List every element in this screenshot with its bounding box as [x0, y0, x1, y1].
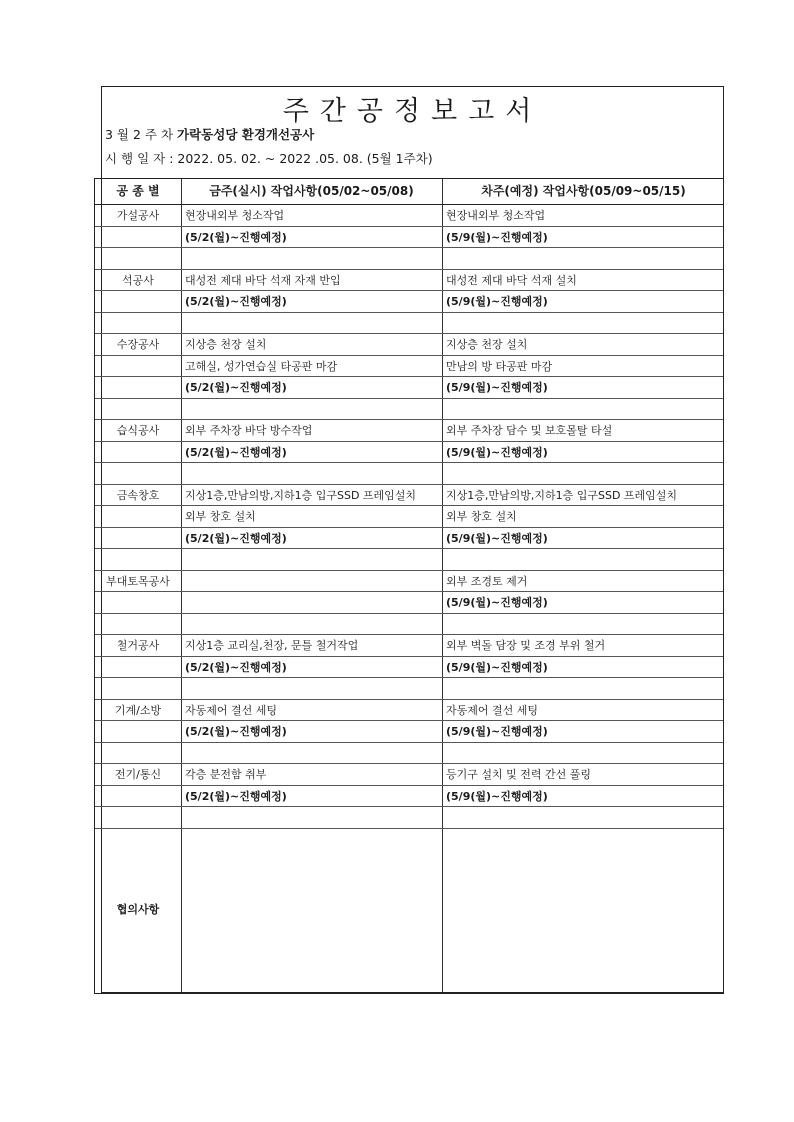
next-work-item: 대성전 제대 바닥 석재 설치 — [446, 273, 577, 287]
current-work-item: 현장내외부 청소작업 — [185, 209, 285, 222]
next-work-item: 등기구 설치 및 전력 간선 풀링 — [446, 768, 591, 781]
date-label: 시 행 일 자 — [105, 151, 166, 166]
header-current: 금주(실시) 작업사항(05/02~05/08) — [209, 184, 414, 198]
current-work-item: (5/2(월)~진행예정) — [185, 789, 287, 803]
category-label: 가설공사 — [116, 209, 160, 222]
current-work-item: (5/2(월)~진행예정) — [185, 660, 287, 674]
report-sheet — [101, 86, 724, 993]
date-line — [105, 149, 433, 167]
header-next: 차주(예정) 작업사항(05/09~05/15) — [481, 184, 686, 198]
current-work-item: 외부 주차장 바닥 방수작업 — [185, 424, 313, 437]
current-work-item — [185, 571, 440, 592]
column-divider — [181, 179, 182, 993]
category-label: 부대토목공사 — [106, 574, 170, 588]
current-work-item: (5/2(월)~진행예정) — [185, 230, 287, 244]
next-work-item: (5/9(월)~진행예정) — [446, 230, 548, 244]
category-label: 석공사 — [122, 273, 154, 287]
next-work-item: 외부 벽돌 담장 및 조경 부위 철거 — [446, 639, 606, 652]
row-divider — [95, 828, 723, 829]
current-work-item: (5/2(월)~진행예정) — [185, 725, 287, 738]
row-divider — [95, 613, 723, 614]
next-work-item: 외부 창호 설치 — [446, 510, 517, 523]
next-work-item: (5/9(월)~진행예정) — [446, 381, 548, 394]
current-work-item: 지상층 천장 설치 — [185, 338, 267, 351]
next-work-item: (5/9(월)~진행예정) — [446, 295, 548, 308]
current-work-item: (5/2(월)~진행예정) — [185, 381, 287, 394]
row-divider — [95, 677, 723, 678]
category-label: 전기/통신 — [114, 768, 162, 781]
next-work-item: (5/9(월)~진행예정) — [446, 789, 548, 803]
row-divider — [95, 806, 723, 807]
category-label: 기계/소방 — [114, 703, 162, 717]
next-work-item: (5/9(월)~진행예정) — [446, 725, 548, 738]
week-label: 3 월 2 주 차 — [105, 127, 174, 142]
next-work-item: (5/9(월)~진행예정) — [446, 660, 548, 674]
next-work-item: 만남의 방 타공판 마감 — [446, 359, 553, 373]
category-label: 금속창호 — [116, 488, 160, 502]
next-work-item: (5/9(월)~진행예정) — [446, 445, 548, 459]
current-work-item: 고해실, 성가연습실 타공판 마감 — [185, 359, 338, 373]
current-work-item: 각층 분전함 취부 — [185, 768, 267, 781]
next-work-item: 외부 조경토 제거 — [446, 574, 528, 588]
consult-label: 협의사항 — [116, 903, 160, 917]
row-divider — [95, 548, 723, 549]
current-work-item: 지상1층,만남의방,지하1층 입구SSD 프레임설치 — [185, 488, 417, 502]
current-work-item: 지상1층 교리실,천장, 문틀 철거작업 — [185, 639, 359, 652]
header-category: 공 종 별 — [116, 184, 160, 198]
project-name: 가락동성당 환경개선공사 — [177, 127, 315, 142]
next-work-item: 외부 주차장 담수 및 보호몰탈 타설 — [446, 424, 613, 437]
current-work-item: (5/2(월)~진행예정) — [185, 445, 287, 459]
current-work-item: 대성전 제대 바닥 석재 자재 반입 — [185, 273, 341, 287]
current-work-item: (5/2(월)~진행예정) — [185, 531, 287, 545]
next-work-item: 지상층 천장 설치 — [446, 338, 528, 351]
report-title: 주간공정보고서 — [282, 96, 543, 127]
next-work-item: 지상1층,만남의방,지하1층 입구SSD 프레임설치 — [446, 488, 678, 502]
next-work-item: 현장내외부 청소작업 — [446, 209, 546, 222]
category-label: 수장공사 — [116, 338, 160, 351]
current-work-item: 자동제어 결선 세팅 — [185, 703, 278, 717]
column-divider — [442, 179, 443, 993]
date-value: : 2022. 05. 02. ~ 2022 .05. 08. (5월 1주차) — [169, 151, 433, 166]
schedule-table — [94, 178, 724, 994]
category-label: 습식공사 — [116, 424, 160, 437]
row-divider — [95, 398, 723, 399]
next-work-item: (5/9(월)~진행예정) — [446, 596, 548, 609]
row-divider — [95, 312, 723, 313]
next-work-item: (5/9(월)~진행예정) — [446, 531, 548, 545]
row-divider — [95, 247, 723, 248]
week-project-line — [105, 125, 314, 143]
current-work-item — [185, 592, 440, 613]
next-work-item: 자동제어 결선 세팅 — [446, 703, 539, 717]
current-work-item: (5/2(월)~진행예정) — [185, 295, 287, 308]
current-work-item: 외부 창호 설치 — [185, 510, 256, 523]
row-divider — [95, 742, 723, 743]
category-label: 철거공사 — [116, 639, 160, 652]
row-divider — [95, 462, 723, 463]
